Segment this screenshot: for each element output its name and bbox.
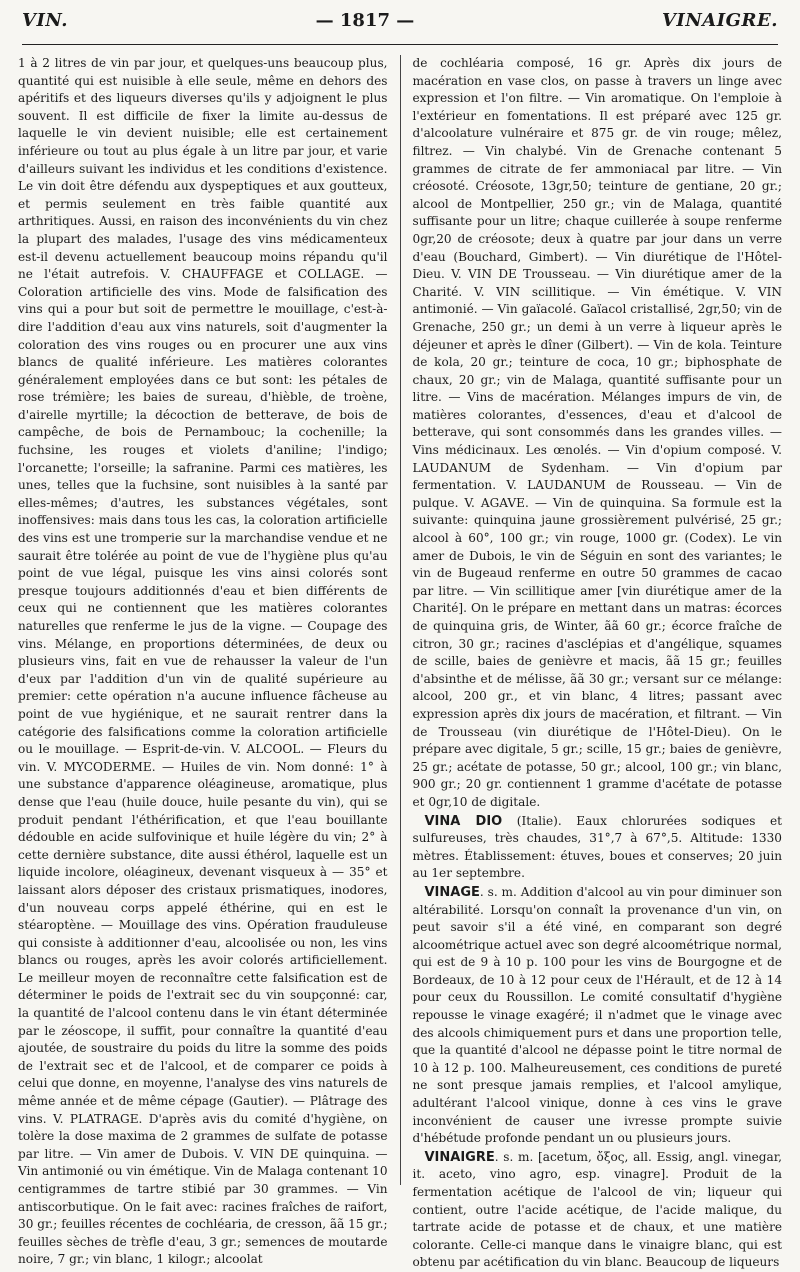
entry-text: . s. m. [acetum, ὄξος, all. Essig, angl. vinegar, it. aceto, vino agro, esp. vinagre]. Produit de la fermentation acétique de l'alcool de vin; liqueur qui contient, outre l'acide acétique, de l'acide malique, du tartrate acide de potasse et de chaux, et une matière colorante. Celle-ci manque dans le vinaigre blanc, qui est obtenu par acétification du vin blanc. Beaucoup de liqueurs <box>412 1149 783 1270</box>
entry-vinaigre <box>413 1149 783 1272</box>
entry-text: (Italie). Eaux chlorurées sodiques et sulfureuses, très chaudes, 31°,7 à 67°,5. Altitude: 1330 mètres. Établissement: étuves, boues et conserves; 20 juin au 1er septembre. <box>412 813 783 881</box>
entry-lemma: VINAGE <box>424 884 480 900</box>
running-head-left: VIN. <box>22 10 68 31</box>
left-column <box>18 55 388 1267</box>
entry-lemma: VINA DIO <box>424 813 503 829</box>
page-number: — 1817 — <box>315 10 415 31</box>
running-head-right: VINAIGRE. <box>661 10 778 31</box>
entry-vina-dio <box>413 813 783 883</box>
running-head <box>22 10 778 45</box>
entry-lemma: VINAIGRE <box>424 1149 495 1165</box>
text-columns <box>18 55 783 1270</box>
right-column-text: de cochléaria composé, 16 gr. Après dix jours de macération en vase clos, on passe à travers un linge avec expression et l'on filtre. — Vin aromatique. On l'emploie à l'extérieur en fomentations. Il est préparé avec 125 gr. d'alcoolature vulnéraire et 875 gr. de vin rouge; mêlez, filtrez. — Vin chalybé. Vin de Grenache contenant 5 grammes de citrate de fer ammoniacal par litre. — Vin créosoté. Créosote, 13gr,50; teinture de gentiane, 20 gr.; alcool de Montpellier, 250 gr.; vin de Malaga, quantité suffisante pour un litre; chaque cuillerée à soupe renferme 0gr,20 de créosote; deux à quatre par jour dans un verre d'eau (Bouchard, Gimbert). — Vin diurétique de l'Hôtel-Dieu. V. VIN DE Trousseau. — Vin diurétique amer de la Charité. V. VIN scillitique. — Vin émétique. V. VIN antimonié. — Vin gaïacolé. Gaïacol cristallisé, 2gr,50; vin de Grenache, 250 gr.; un demi à un verre à liqueur après le déjeuner et après le dîner (Gilbert). — Vin de kola. Teinture de kola, 20 gr.; teinture de coca, 10 gr.; biphosphate de chaux, 20 gr.; vin de Malaga, quantité suffisante pour un litre. — Vins de macération. Mélanges impurs de vin, de matières colorantes, d'essences, d'eau et d'alcool de betterave, qui sont consommés dans les grandes villes. — Vins médicinaux. Les œnolés. — Vin d'opium composé. V. LAUDANUM de Sydenham. — Vin d'opium par fermentation. V. LAUDANUM de Rousseau. — Vin de pulque. V. AGAVE. — Vin de quinquina. Sa formule est la suivante: quinquina jaune grossièrement pulvérisé, 25 gr.; alcool à 60°, 100 gr.; vin rouge, 1000 gr. (Codex). Le vin amer de Dubois, le vin de Séguin en sont des variantes; le vin de Bugeaud renferme en outre 50 grammes de cacao par litre. — Vin scillitique amer [vin diurétique amer de la Charité]. On le prépare en mettant dans un matras: écorces de quinquina gris, de Winter, ãã 60 gr.; écorce fraîche de citron, 30 gr.; racines d'asclépias et d'angélique, squames de scille, baies de genièvre et macis, ãã 15 gr.; feuilles d'absinthe et de mélisse, ãã 30 gr.; versant sur ce mélange: alcool, 200 gr., et vin blanc, 4 litres; passant avec expression après dix jours de macération, et filtrant. — Vin de Trousseau (vin diurétique de l'Hôtel-Dieu). On le prépare avec digitale, 5 gr.; scille, 15 gr.; baies de genièvre, 25 gr.; acétate de potasse, 50 gr.; alcool, 100 gr.; vin blanc, 900 gr.; 20 gr. contiennent 1 gramme d'acétate de potasse et 0gr,10 de digitale. <box>412 56 783 809</box>
column-divider <box>400 55 401 1185</box>
right-column <box>412 55 783 1270</box>
entry-vinage <box>413 884 783 1148</box>
left-column-text: 1 à 2 litres de vin par jour, et quelques-uns beaucoup plus, quantité qui est nuisible à elle seule, même en dehors des apéritifs et des liqueurs diverses qu'ils y adjoignent le plus souvent. Il est difficile de fixer la limite au-dessus de laquelle le vin devient nuisible; elle est certainement inférieure ou tout au plus égale à un litre par jour, et varie d'ailleurs suivant les individus et les conditions d'existence. Le vin doit être défendu aux dyspeptiques et aux goutteux, et permis seulement en très faible quantité aux arthritiques. Aussi, en raison des inconvénients du vin chez la plupart des malades, l'usage des vins médicamenteux est-il devenu actuellement beaucoup moins répandu qu'il ne l'était autrefois. V. CHAUFFAGE et COLLAGE. — Coloration artificielle des vins. Mode de falsification des vins qui a pour but soit de permettre le mouillage, c'est-à-dire l'addition d'eau aux vins naturels, soit d'augmenter la coloration des vins rouges ou en procurer une aux vins blancs de qualité inférieure. Les matières colorantes généralement employées dans ce but sont: les pétales de rose trémière; les baies de sureau, d'hièble, de troène, d'airelle myrtille; la décoction de betterave, de bois de campêche, de bois de Pernambouc; la cochenille; la fuchsine, les rouges et violets d'aniline; l'indigo; l'orcanette; l'orseille; la safranine. Parmi ces matières, les unes, telles que la fuchsine, sont nuisibles à la santé par elles-mêmes; d'autres, les substances végétales, sont inoffensives: mais dans tous les cas, la coloration artificielle des vins est une tromperie sur la marchandise vendue et ne saurait être tolérée au point de vue de l'hygiène plus qu'au point de vue légal, puisque les vins ainsi colorés sont presque toujours additionnés d'eau et bien différents de ceux qui ne contiennent que les matières colorantes naturelles que renferme le jus de la vigne. — Coupage des vins. Mélange, en proportions déterminées, de deux ou plusieurs vins, fait en vue de rehausser la valeur de l'un d'eux par l'addition d'un vin de qualité supérieure au premier: cette opération n'a aucune influence fâcheuse au point de vue hygiénique, et ne saurait rentrer dans la catégorie des falsifications comme la coloration artificielle ou le mouillage. — Esprit-de-vin. V. ALCOOL. — Fleurs du vin. V. MYCODERME. — Huiles de vin. Nom donné: 1° à une substance d'apparence oléagineuse, aromatique, plus dense que l'eau (huile douce, huile pesante du vin), qui se produit pendant l'éthérification, et que l'eau bouillante dédouble en acide sulfovinique et huile légère du vin; 2° à cette dernière substance, dite aussi éthérol, laquelle est un liquide incolore, oléagineux, devenant visqueux à — 35° et laissant alors déposer des cristaux prismatiques, inodores, d'un nouveau corps appelé éthérine, qui en est le stéaroptène. — Mouillage des vins. Opération frauduleuse qui consiste à additionner d'eau, alcoolisée ou non, les vins blancs ou rouges, après les avoir colorés artificiellement. Le meilleur moyen de reconnaître cette falsification est de déterminer le poids de l'extrait sec du vin soupçonné: car, la quantité de l'alcool contenu dans le vin étant déterminée par le zéoscope, il suffit, pour connaître la quantité d'eau ajoutée, de soustraire du poids du litre la somme des poids de l'extrait sec et de l'alcool, et de comparer ce poids à celui que donne, en moyenne, l'analyse des vins naturels de même année et de même cépage (Gautier). — Plâtrage des vins. V. PLATRAGE. D'après avis du comité d'hygiène, on tolère la dose maxima de 2 grammes de sulfate de potasse par litre. — Vin amer de Dubois. V. VIN DE quinquina. — Vin antimonié ou vin émétique. Vin de Malaga contenant 10 centigrammes de tartre stibié par 30 grammes. — Vin antiscorbutique. On le fait avec: racines fraîches de raifort, 30 gr.; feuilles récentes de cochléaria, de cresson, ãã 15 gr.; feuilles sèches de trèfle d'eau, 3 gr.; semences de moutarde noire, 7 gr.; vin blanc, 1 kilogr.; alcoolat <box>18 56 388 1267</box>
entry-text: . s. m. Addition d'alcool au vin pour diminuer son altérabilité. Lorsqu'on connaît la provenance d'un vin, on peut savoir s'il a été viné, en comparant son degré alcoométrique actuel avec son degré alcoométrique normal, qui est de 9 à 10 p. 100 pour les vins de Bourgogne et de Bordeaux, de 10 à 12 pour ceux de l'Hérault, et de 12 à 14 pour ceux du Roussillon. Le comité consultatif d'hygiène repousse le vinage exagéré; il n'admet que le vinage avec des alcools chimiquement purs et dans une proportion telle, que la quantité d'alcool ne dépasse point le titre normal de 10 à 12 p. 100. Malheureusement, ces conditions de pureté ne sont presque jamais remplies, et l'alcool amylique, adultérant l'alcool vinique, donne à ces vins le grave inconvénient de causer une ivresse prompte suivie d'hébétude profonde pendant un ou plusieurs jours. <box>412 884 783 1146</box>
